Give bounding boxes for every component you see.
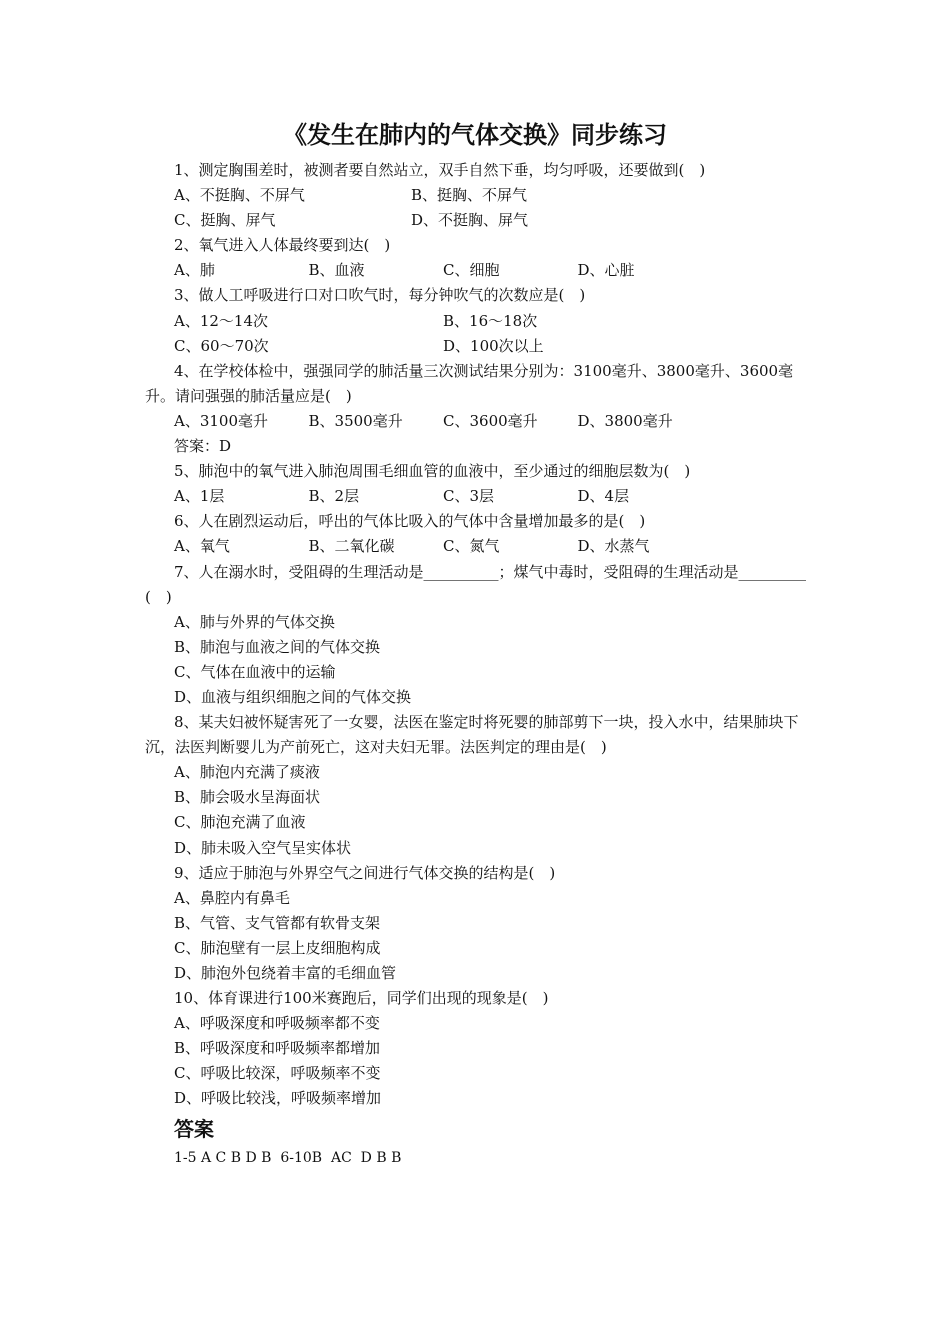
option-d: D、呼吸比较浅，呼吸频率增加	[174, 1089, 382, 1108]
option-b: B、肺会吸水呈海面状	[174, 788, 321, 807]
question-1-options	[145, 208, 810, 233]
question-8-option-d	[145, 836, 810, 861]
question-8-option-b	[145, 785, 810, 810]
option-a: A、12～14次	[174, 311, 269, 330]
option-a: A、肺泡内充满了痰液	[174, 763, 320, 782]
question-6-stem: 6、人在剧烈运动后，呼出的气体比吸入的气体中含量增加最多的是( )	[174, 512, 646, 531]
question-1-stem: 1、测定胸围差时，被测者要自然站立，双手自然下垂，均匀呼吸，还要做到( )	[174, 161, 706, 179]
option-d: D、3800毫升	[577, 411, 673, 430]
option-b: B、二氧化碳	[308, 537, 395, 556]
option-c: C、细胞	[443, 261, 500, 280]
option-c: C、呼吸比较深，呼吸频率不变	[174, 1064, 381, 1083]
option-a: A、3100毫升	[174, 411, 269, 430]
option-a: A、呼吸深度和呼吸频率都不变	[174, 1014, 380, 1033]
question-9-option-c	[145, 936, 810, 961]
question-7-stem: 7、人在溺水时，受阻碍的生理活动是__________；煤气中毒时，受阻碍的生理活动是_________( )	[145, 562, 807, 606]
question-10-option-a	[145, 1011, 810, 1036]
question-3-options	[145, 334, 810, 359]
question-1-options	[145, 183, 810, 208]
question-8-option-a	[145, 760, 810, 785]
question-5-options	[145, 484, 810, 509]
question-9-stem: 9、适应于肺泡与外界空气之间进行气体交换的结构是( )	[174, 863, 556, 882]
option-b: B、血液	[308, 261, 365, 280]
answers-heading: 答案	[174, 1116, 214, 1141]
question-9-option-d	[145, 961, 810, 986]
option-a: A、氧气	[174, 537, 230, 556]
question-3-stem: 3、做人工呼吸进行口对口吹气时，每分钟吹气的次数应是( )	[174, 286, 586, 305]
question-10-option-b	[145, 1036, 810, 1061]
option-b: B、呼吸深度和呼吸频率都增加	[174, 1039, 381, 1058]
option-c: C、肺泡充满了血液	[174, 813, 306, 832]
option-d: D、不挺胸、屏气	[411, 211, 529, 230]
option-c: C、3600毫升	[443, 411, 538, 430]
question-5-stem: 5、肺泡中的氧气进入肺泡周围毛细血管的血液中，至少通过的细胞层数为( )	[174, 462, 691, 481]
question-8-option-c	[145, 810, 810, 835]
question-4-options	[145, 409, 810, 434]
option-d: D、心脏	[577, 261, 635, 280]
option-c: C、挺胸、屏气	[174, 211, 276, 230]
option-d: D、肺泡外包绕着丰富的毛细血管	[174, 964, 397, 982]
option-b: B、3500毫升	[308, 411, 403, 430]
page-title: 《发生在肺内的气体交换》同步练习	[283, 121, 667, 149]
question-3-options	[145, 309, 810, 334]
question-7-option-b	[145, 635, 810, 660]
option-a: A、1层	[174, 487, 225, 506]
option-b: B、气管、支气管都有软骨支架	[174, 913, 381, 932]
question-7-option-c	[145, 660, 810, 685]
option-a: A、肺	[174, 261, 215, 280]
option-d: D、血液与组织细胞之间的气体交换	[174, 687, 412, 706]
option-a: A、肺与外界的气体交换	[174, 612, 335, 631]
question-4-stem: 4、在学校体检中，强强同学的肺活量三次测试结果分别为：3100毫升、3800毫升、3600毫升。请问强强的肺活量应是( )	[145, 361, 794, 405]
question-7-option-d	[145, 685, 810, 710]
option-d: D、肺未吸入空气呈实体状	[174, 838, 352, 857]
option-d: D、4层	[577, 487, 630, 506]
option-c: C、肺泡壁有一层上皮细胞构成	[174, 938, 381, 957]
option-b: B、2层	[308, 487, 360, 506]
question-8-stem: 8、某夫妇被怀疑害死了一女婴，法医在鉴定时将死婴的肺部剪下一块，投入水中，结果肺块下沉，法医判断婴儿为产前死亡，这对夫妇无罪。法医判定的理由是( )	[145, 713, 799, 757]
question-4-answer: 答案：D	[174, 437, 232, 456]
option-c: C、氮气	[443, 537, 500, 556]
option-c: C、60～70次	[174, 336, 269, 355]
answers-text: 1-5 A C B D B 6-10B AC D B B	[174, 1149, 402, 1166]
option-b: B、肺泡与血液之间的气体交换	[174, 637, 381, 656]
question-6-options	[145, 534, 810, 559]
option-d: D、水蒸气	[577, 537, 650, 556]
question-9-option-a	[145, 886, 810, 911]
option-d: D、100次以上	[443, 336, 544, 355]
option-b: B、16～18次	[443, 311, 538, 330]
option-a: A、不挺胸、不屏气	[174, 186, 305, 205]
exercise-body	[145, 158, 810, 1172]
question-10-option-d	[145, 1086, 810, 1111]
question-10-stem: 10、体育课进行100米赛跑后，同学们出现的现象是( )	[174, 989, 549, 1008]
question-9-option-b	[145, 911, 810, 936]
option-a: A、鼻腔内有鼻毛	[174, 888, 290, 907]
question-2-stem: 2、氧气进入人体最终要到达( )	[174, 236, 391, 255]
question-2-options	[145, 258, 810, 283]
option-b: B、挺胸、不屏气	[411, 186, 528, 205]
option-c: C、3层	[443, 487, 495, 506]
option-c: C、气体在血液中的运输	[174, 662, 336, 681]
question-10-option-c	[145, 1061, 810, 1086]
question-7-option-a	[145, 610, 810, 635]
